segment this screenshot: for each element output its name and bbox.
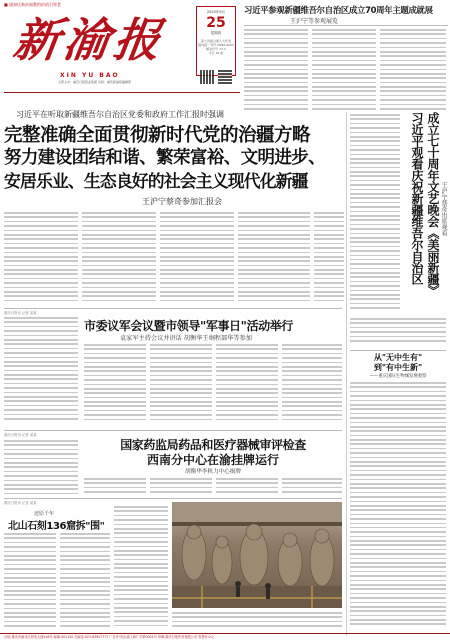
top-right-subhead: 王沪宁等参观展览: [290, 18, 339, 25]
right-column-body: [350, 114, 400, 314]
story2-headline[interactable]: 市委议军会议暨市领导"军事日"活动举行: [84, 319, 293, 333]
story3-left-body: [4, 440, 78, 496]
story4-headline[interactable]: 北山石刻136窟拆"围": [8, 521, 105, 532]
story3-headline-line-1: 国家药监局药品和医疗器械审评检查: [120, 438, 306, 452]
story3-headline-line-2: 西南分中心在渝挂牌运行: [146, 453, 279, 467]
feature-title-line-1: 从"无中生有": [373, 353, 423, 362]
top-right-body: [312, 29, 376, 111]
story2-subhead: 袁家军主持会议并讲话 胡衡华王炯程部华等参加: [120, 335, 252, 342]
stone-statues-image: [172, 502, 342, 608]
section-tag: 重庆日报讯 记者 某某: [4, 433, 37, 437]
story3-headline[interactable]: [84, 438, 342, 477]
story4-kicker: 还原千年: [34, 511, 55, 517]
lead-headline-line-2: 努力建设团结和谐、繁荣富裕、文明进步、: [4, 148, 326, 168]
story3-subhead: 胡衡华李秋力中心揭牌: [185, 469, 241, 475]
issue-meta-3: 邮发代号 77-1: [206, 47, 226, 51]
footer-info: 社址:重庆市渝北区同茂大道416号 邮编:401120 总编室:023-63907777 广告许可证:渝工商广字第0001号 印刷:重庆日报印务有限公司 零售价:2元: [4, 635, 214, 639]
issue-box: [196, 6, 236, 76]
issue-meta-4: 今日 16 版: [208, 51, 224, 55]
photo-caption: [172, 612, 342, 632]
issue-date: 2025年9月: [206, 10, 226, 14]
lead-headline-line-3: 安居乐业、生态良好的社会主义现代化新疆: [4, 171, 308, 191]
story2-left-body: [4, 317, 78, 425]
logo-text: 新渝报: [10, 13, 168, 67]
feature-body: [350, 382, 446, 632]
feature-subhead: ——重庆国际生物城发展观察: [369, 374, 427, 379]
story4-body: [60, 533, 110, 633]
qr-code-icon: [218, 70, 232, 84]
issue-meta-2: 国内统一刊号 CN50-0001: [198, 43, 234, 47]
story4-body: [114, 506, 168, 634]
top-right-body: [244, 29, 308, 111]
masthead-sponsor: 主管主办：重庆日报报业集团 出版：重庆新渝报编辑部: [58, 80, 131, 84]
story2-body: [216, 344, 278, 426]
lead-body: [238, 212, 310, 304]
top-right-body: [380, 29, 446, 111]
story2-body: [282, 344, 342, 426]
story2-body: [150, 344, 212, 426]
logo-pinyin: XIN YU BAO: [60, 72, 120, 79]
lead-body: [82, 212, 156, 304]
story3-body: [282, 478, 342, 496]
issue-weekday: 星期四: [210, 31, 222, 35]
lead-body: [160, 212, 234, 304]
grotto-photo: [172, 502, 342, 608]
vertical-headline[interactable]: [402, 112, 448, 318]
lead-body: [314, 212, 344, 304]
lead-subhead: 王沪宁蔡奇参加汇报会: [142, 197, 222, 206]
top-note: ■ 通知任新祈福教的价值引领者: [4, 2, 62, 7]
story3-body: [84, 478, 146, 496]
lead-headline[interactable]: [4, 124, 340, 193]
lead-kicker: 习近平在听取新疆维吾尔自治区党委和政府工作汇报时强调: [16, 110, 224, 119]
vertical-headline-line-2: 成立七十周年文艺晚会《美丽新疆》: [426, 112, 440, 296]
vertical-headline-line-1: 习近平观看庆祝新疆维吾尔自治区: [410, 112, 424, 285]
issue-meta-1: 第十四届全国人大代表: [200, 39, 231, 43]
story3-body: [216, 478, 278, 496]
section-tag: 重庆日报讯 记者 某某: [4, 311, 37, 315]
right-column-body: [350, 318, 446, 346]
issue-day: 25: [206, 15, 226, 31]
story3-body: [150, 478, 212, 496]
qr-code-icon: [200, 70, 214, 84]
story4-body: [4, 533, 56, 633]
story2-body: [84, 344, 146, 426]
lead-body: [4, 212, 78, 304]
top-right-headline[interactable]: 习近平参观新疆维吾尔自治区成立70周年主题成就展: [244, 5, 433, 15]
masthead-logo: [10, 12, 184, 72]
vertical-subhead: 王沪宁蔡奇出席观看: [440, 182, 447, 236]
feature-title-line-2: 到"有中生新": [373, 363, 423, 372]
feature-title[interactable]: [350, 353, 446, 380]
lead-headline-line-1: 完整准确全面贯彻新时代党的治疆方略: [4, 125, 311, 146]
section-tag: 重庆日报讯 记者 某某: [4, 501, 37, 505]
